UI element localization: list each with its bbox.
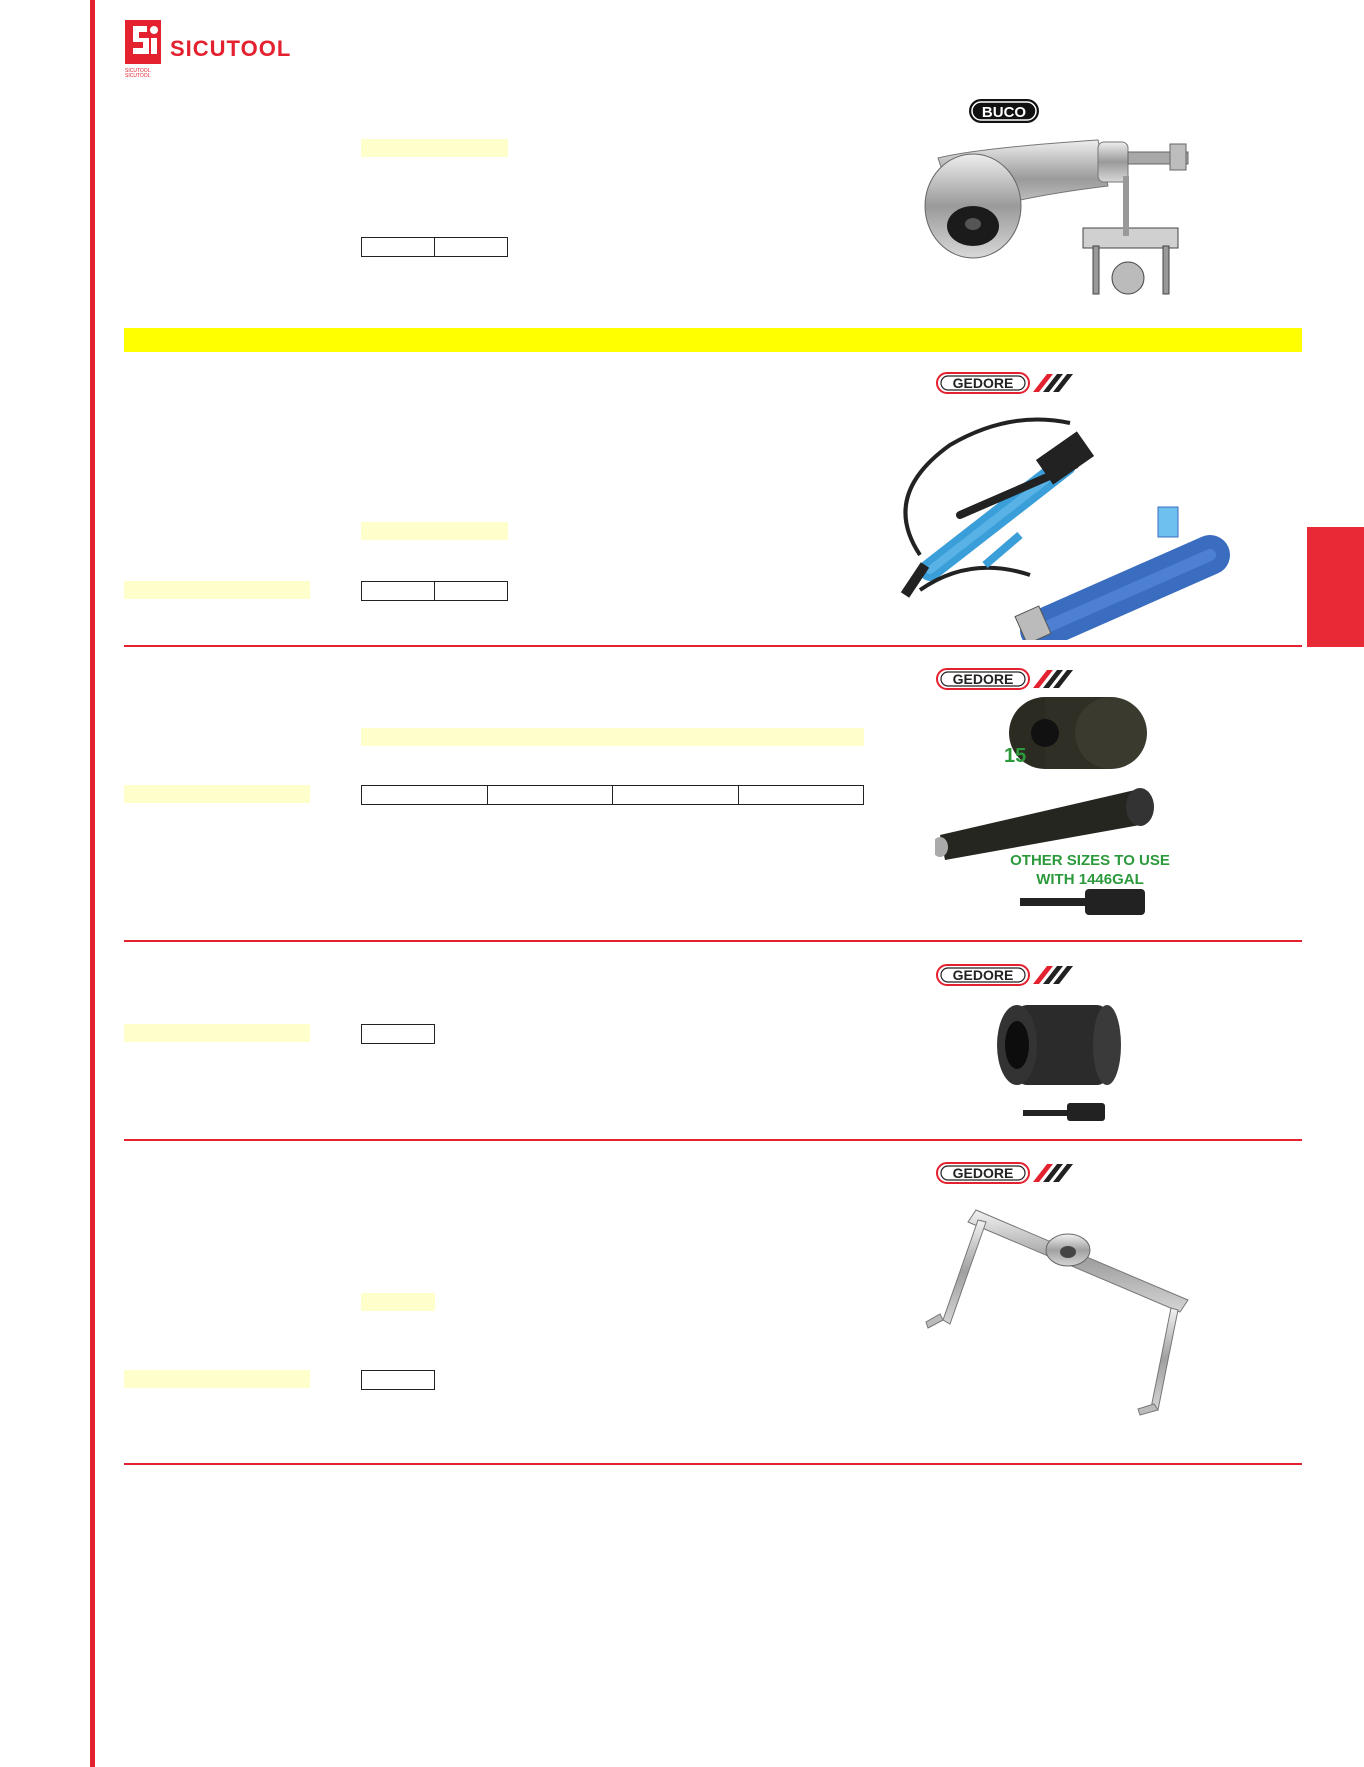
spec-cell [488,786,614,804]
spec-cell [362,1025,434,1043]
section-thumb-tab[interactable] [1307,527,1364,647]
press-sleeve-set-image [935,695,1195,930]
section-divider [124,1463,1302,1465]
company-name: SICUTOOL [170,36,292,61]
gedore-brand-logo [935,666,1075,692]
spec-table [361,237,508,257]
spec-table [361,785,864,805]
two-arm-puller-image [918,1200,1208,1425]
spec-cell [435,582,507,600]
highlight-field [124,1370,310,1388]
svg-text:GEDORE: GEDORE [952,967,1014,983]
left-margin-rule [90,0,95,1767]
highlight-field [124,581,310,599]
spec-cell [362,582,435,600]
spec-table [361,581,508,601]
svg-text:GEDORE: GEDORE [952,375,1014,391]
sleeve-adapter-image [995,995,1135,1125]
buco-hydraulic-adapter-image [918,128,1198,313]
spec-cell [362,238,435,256]
svg-text:BUCO: BUCO [981,104,1027,121]
buco-brand-logo [967,97,1041,125]
highlight-field [361,522,508,540]
spec-table [361,1370,435,1390]
gedore-brand-logo [935,370,1075,396]
highlight-field [124,785,310,803]
spec-cell [362,1371,434,1389]
size-number-label: 15 [1004,745,1027,767]
svg-text:GEDORE: GEDORE [952,671,1014,687]
company-subtitle: SICUTOOL SICUTOOL [125,68,151,79]
highlight-field [361,1293,435,1311]
hydraulic-pump-image [890,405,1240,640]
section-divider [124,645,1302,647]
highlight-field [361,728,864,746]
section-divider [124,1139,1302,1141]
gedore-brand-logo [935,962,1075,988]
company-logo [125,20,325,79]
section-header-band [124,328,1302,352]
highlight-field [124,1024,310,1042]
svg-text:GEDORE: GEDORE [952,1165,1014,1181]
section-divider [124,940,1302,942]
spec-cell [435,238,507,256]
spec-cell [739,786,864,804]
gedore-brand-logo [935,1160,1075,1186]
highlight-field [361,139,508,157]
spec-cell [362,786,488,804]
other-sizes-note: OTHER SIZES TO USE WITH 1446GAL [1010,852,1170,888]
sicutool-logo-icon [125,20,161,72]
spec-cell [613,786,739,804]
spec-table [361,1024,435,1044]
